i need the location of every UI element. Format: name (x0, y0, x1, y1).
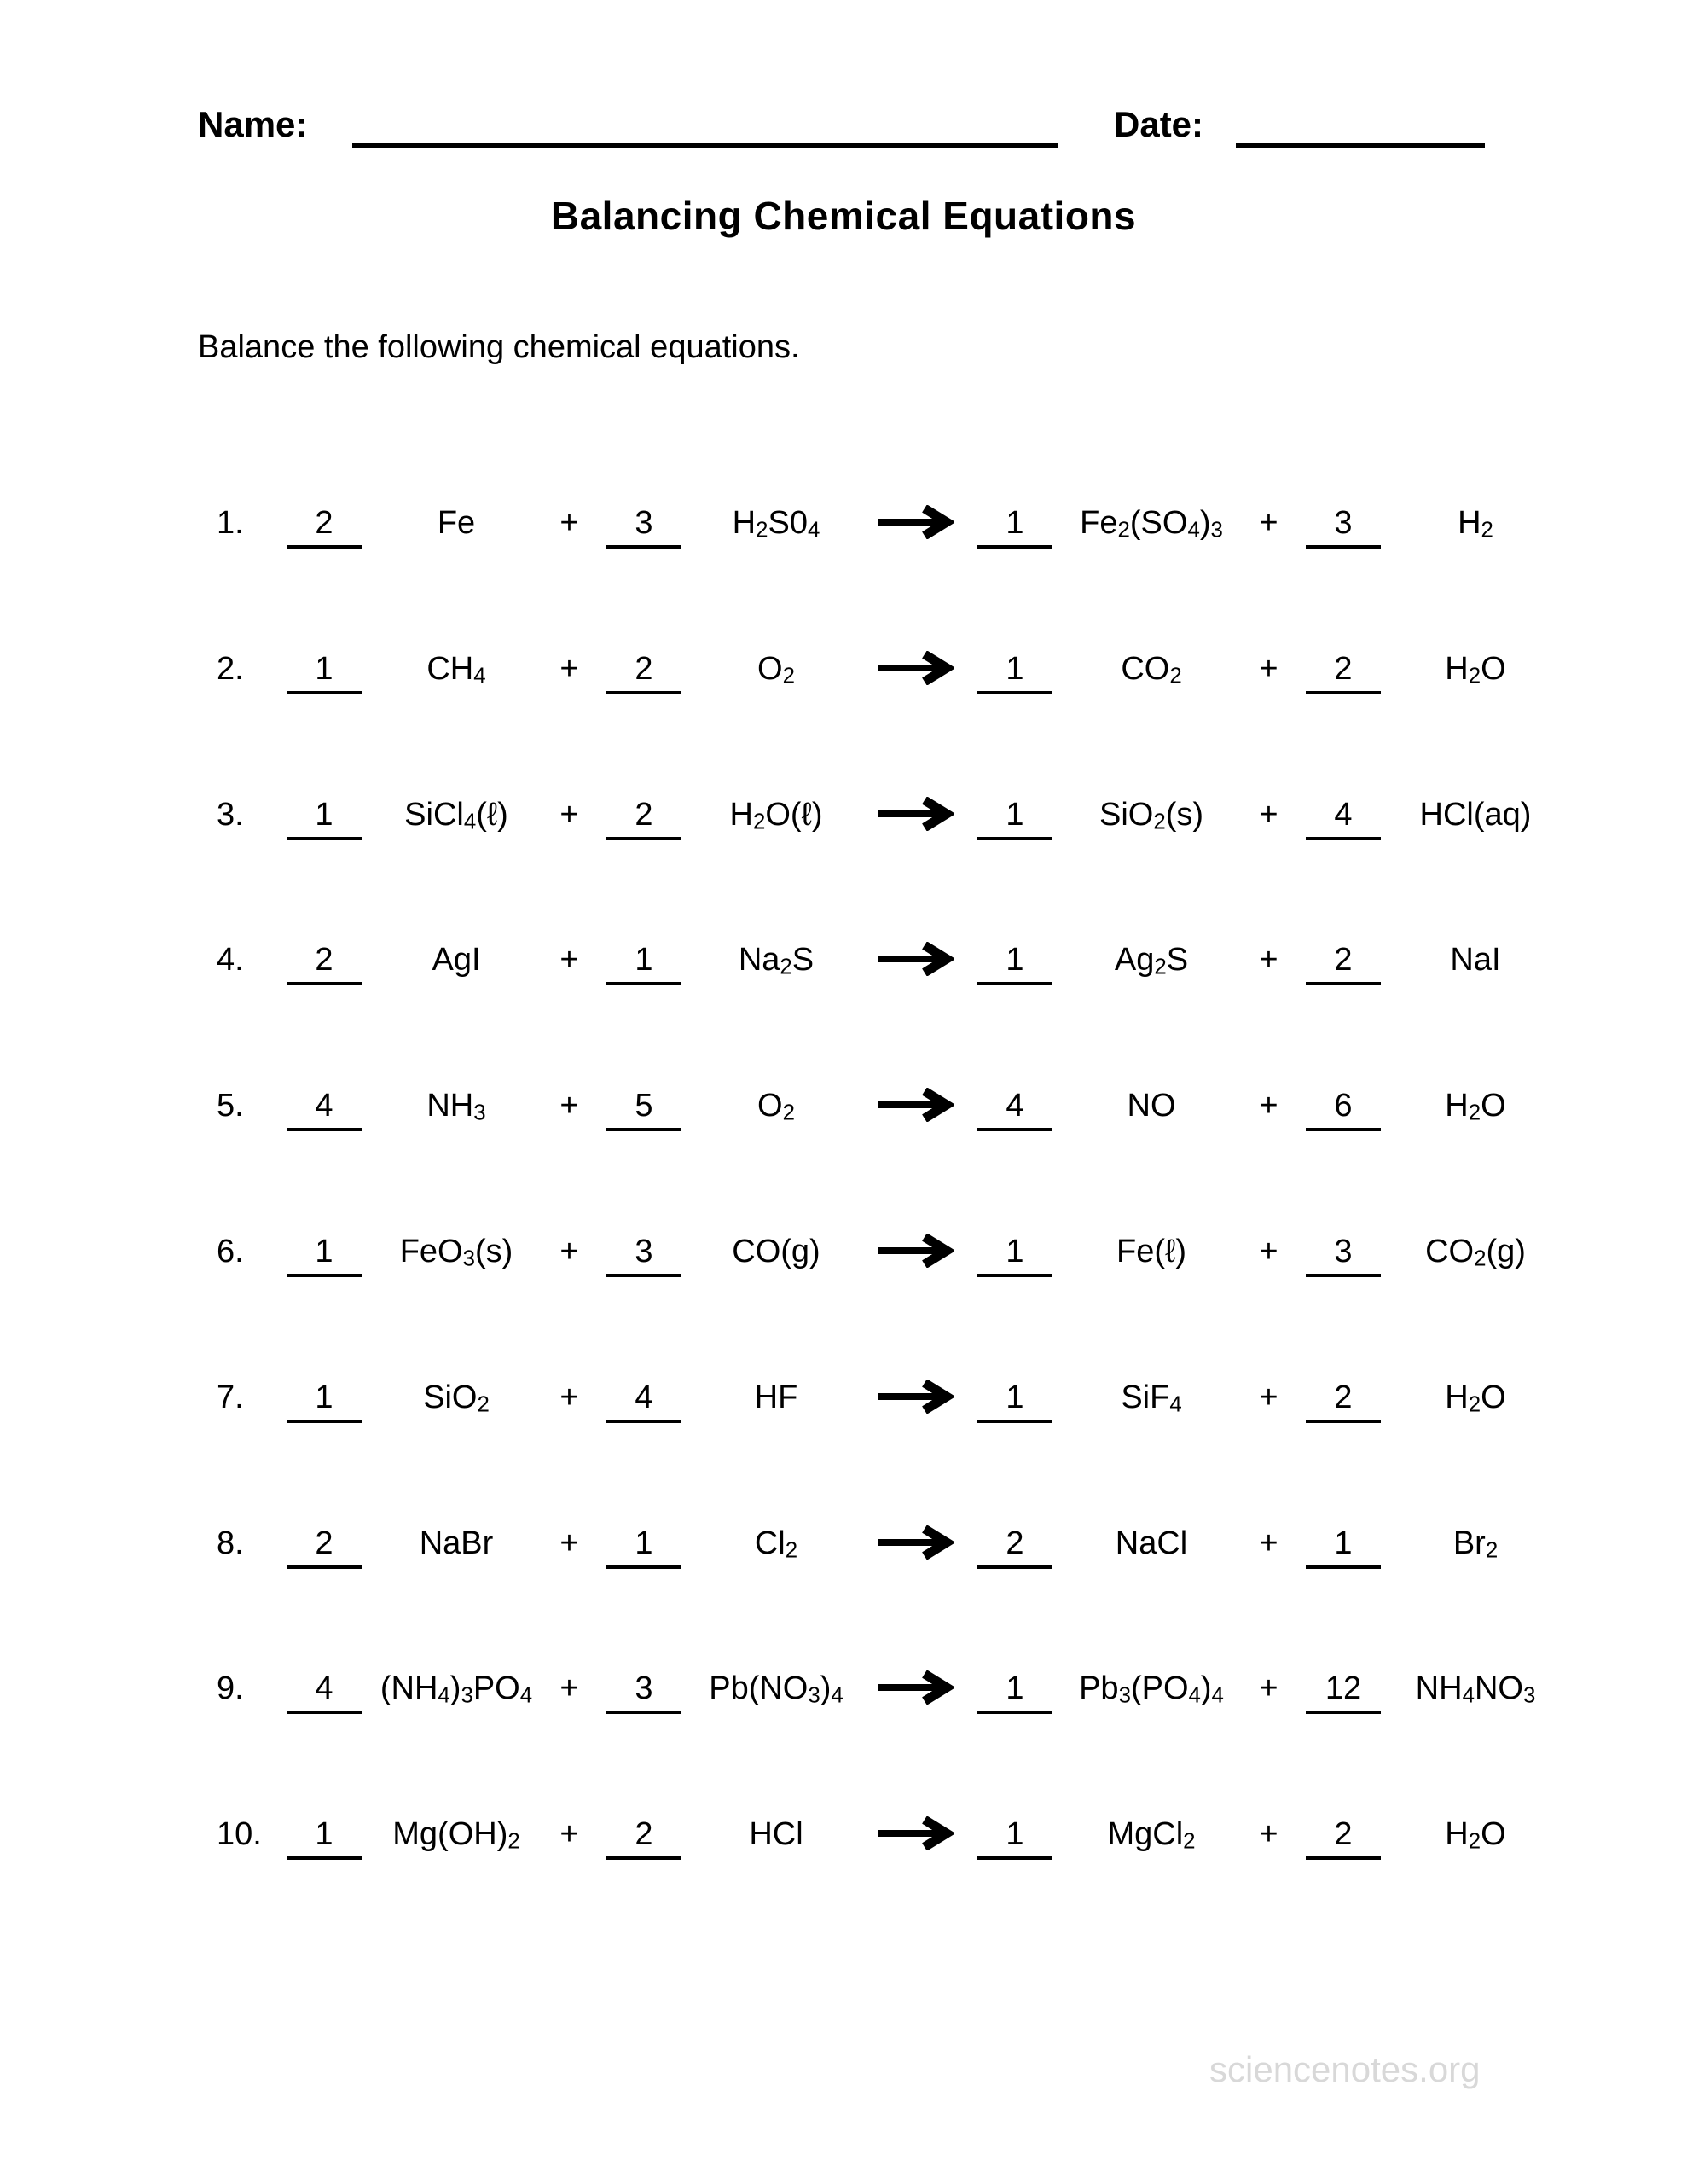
coefficient-answer: 1 (287, 651, 362, 694)
plus-sign: + (559, 650, 579, 687)
coefficient-answer: 1 (977, 1380, 1052, 1423)
right-arrow-icon (877, 1088, 954, 1122)
coefficient-answer: 3 (606, 1670, 681, 1714)
yields-arrow-cell (861, 1816, 968, 1853)
coefficient-blank-cell (277, 1088, 371, 1131)
plus-sign: + (559, 1379, 579, 1415)
coefficient-blank-cell (277, 797, 371, 840)
coefficient-blank-cell (968, 797, 1062, 840)
reactant-formula-1: AgI (432, 942, 481, 979)
reactant-formula-2: $H_2S0_4$ (732, 505, 820, 543)
coefficient-answer: 2 (1306, 1380, 1381, 1423)
product-formula-1: SiO$_2$(s) (1099, 796, 1204, 834)
right-arrow-icon (877, 505, 954, 539)
plus-sign: + (559, 942, 579, 979)
product-formula-1: SiF$_4$ (1121, 1379, 1182, 1417)
coefficient-answer: 3 (1306, 505, 1381, 549)
coefficient-answer: 2 (606, 1816, 681, 1860)
equation-number: 10. (217, 1816, 262, 1853)
yields-arrow-cell (861, 1088, 968, 1124)
right-arrow-icon (877, 1525, 954, 1560)
coefficient-blank-cell (1296, 1816, 1390, 1860)
product-formula-2: $H_2O$ (1445, 1379, 1506, 1417)
name-blank-line (352, 143, 1058, 148)
plus-sign: + (559, 1525, 579, 1561)
reactant-formula-1: SiCl$_4$(ℓ) (404, 796, 508, 834)
plus-sign: + (1259, 1379, 1278, 1415)
yields-arrow-cell (861, 1234, 968, 1270)
product-formula-2: $CO_2(g)$ (1425, 1233, 1526, 1271)
yields-arrow-cell (861, 651, 968, 688)
equation-row (213, 1816, 1561, 1962)
coefficient-blank-cell (1296, 505, 1390, 549)
coefficient-answer: 1 (977, 505, 1052, 549)
coefficient-blank-cell (968, 1234, 1062, 1277)
reactant-formula-2: $O_2$ (757, 650, 795, 688)
coefficient-answer: 1 (977, 1234, 1052, 1277)
coefficient-answer: 1 (287, 797, 362, 840)
coefficient-answer: 1 (287, 1234, 362, 1277)
coefficient-blank-cell (597, 1670, 691, 1714)
coefficient-answer: 3 (606, 1234, 681, 1277)
reactant-formula-1: FeO$_3$(s) (399, 1233, 513, 1271)
coefficient-blank-cell (968, 942, 1062, 985)
product-formula-2: $H_2$ (1458, 505, 1493, 543)
coefficient-answer: 12 (1306, 1670, 1381, 1714)
equation-number: 3. (217, 796, 244, 833)
equation-row (213, 1234, 1561, 1380)
right-arrow-icon (877, 1234, 954, 1268)
reactant-formula-2: HCl (749, 1816, 803, 1853)
date-blank-line (1236, 143, 1485, 148)
plus-sign: + (559, 1816, 579, 1853)
product-formula-1: NaCl (1115, 1525, 1188, 1561)
product-formula-2: HCl(aq) (1419, 796, 1532, 833)
equation-row (213, 651, 1561, 797)
product-formula-1: NO (1127, 1088, 1176, 1124)
equation-number: 5. (217, 1088, 244, 1124)
plus-sign: + (1259, 942, 1278, 979)
right-arrow-icon (877, 1816, 954, 1850)
reactant-formula-1: $Mg(OH)_2$ (392, 1816, 520, 1854)
equations-list (213, 505, 1561, 1962)
coefficient-blank-cell (968, 505, 1062, 549)
coefficient-answer: 2 (1306, 651, 1381, 694)
product-formula-1: $Pb_3(PO_4)_4$ (1079, 1670, 1224, 1708)
coefficient-answer: 4 (1306, 797, 1381, 840)
product-formula-2: NaI (1450, 942, 1501, 979)
coefficient-answer: 3 (1306, 1234, 1381, 1277)
coefficient-answer: 6 (1306, 1088, 1381, 1131)
coefficient-answer: 4 (287, 1670, 362, 1714)
coefficient-answer: 5 (606, 1088, 681, 1131)
right-arrow-icon (877, 942, 954, 976)
coefficient-blank-cell (597, 505, 691, 549)
reactant-formula-1: Fe (437, 505, 476, 541)
equation-row (213, 797, 1561, 943)
coefficient-blank-cell (597, 1525, 691, 1569)
product-formula-2: $H_2O$ (1445, 1816, 1506, 1854)
plus-sign: + (1259, 650, 1278, 687)
coefficient-blank-cell (277, 942, 371, 985)
yields-arrow-cell (861, 797, 968, 834)
coefficient-answer: 4 (287, 1088, 362, 1131)
plus-sign: + (559, 505, 579, 541)
plus-sign: + (1259, 1525, 1278, 1561)
coefficient-blank-cell (597, 942, 691, 985)
coefficient-blank-cell (597, 1816, 691, 1860)
date-label: Date: (1114, 104, 1204, 144)
coefficient-blank-cell (968, 1670, 1062, 1714)
product-formula-1: $Fe_2(SO_4)_3$ (1080, 505, 1223, 543)
reactant-formula-2: $O_2$ (757, 1088, 795, 1125)
reactant-formula-2: $Cl_2$ (754, 1525, 798, 1563)
product-formula-1: Fe(ℓ) (1116, 1233, 1186, 1269)
coefficient-blank-cell (968, 1816, 1062, 1860)
coefficient-blank-cell (1296, 1670, 1390, 1714)
equation-row (213, 505, 1561, 651)
coefficient-answer: 1 (287, 1380, 362, 1423)
coefficient-blank-cell (597, 1088, 691, 1131)
equation-row (213, 1670, 1561, 1816)
coefficient-answer: 1 (287, 1816, 362, 1860)
equation-row (213, 1525, 1561, 1671)
coefficient-answer: 2 (606, 797, 681, 840)
coefficient-answer: 2 (977, 1525, 1052, 1569)
coefficient-answer: 1 (977, 651, 1052, 694)
coefficient-answer: 4 (606, 1380, 681, 1423)
yields-arrow-cell (861, 1380, 968, 1416)
coefficient-answer: 2 (287, 942, 362, 985)
coefficient-answer: 4 (977, 1088, 1052, 1131)
coefficient-blank-cell (277, 1525, 371, 1569)
plus-sign: + (1259, 1233, 1278, 1269)
reactant-formula-2: HF (754, 1379, 798, 1415)
yields-arrow-cell (861, 1525, 968, 1562)
coefficient-answer: 1 (606, 942, 681, 985)
coefficient-answer: 1 (977, 1816, 1052, 1860)
coefficient-blank-cell (968, 1088, 1062, 1131)
product-formula-2: $H_2O$ (1445, 650, 1506, 688)
plus-sign: + (1259, 1088, 1278, 1124)
reactant-formula-1: NaBr (419, 1525, 494, 1561)
coefficient-blank-cell (597, 1380, 691, 1423)
right-arrow-icon (877, 651, 954, 685)
coefficient-answer: 1 (1306, 1525, 1381, 1569)
reactant-formula-1: $CH_4$ (426, 650, 486, 688)
plus-sign: + (1259, 505, 1278, 541)
plus-sign: + (559, 1233, 579, 1269)
reactant-formula-1: $NH_3$ (426, 1088, 486, 1125)
plus-sign: + (1259, 1816, 1278, 1853)
coefficient-blank-cell (1296, 1088, 1390, 1131)
equation-number: 2. (217, 650, 244, 687)
footer-watermark: sciencenotes.org (1209, 2049, 1481, 2089)
coefficient-answer: 1 (606, 1525, 681, 1569)
coefficient-blank-cell (597, 1234, 691, 1277)
equation-number: 6. (217, 1233, 244, 1269)
coefficient-blank-cell (277, 1670, 371, 1714)
coefficient-answer: 2 (606, 651, 681, 694)
name-label: Name: (198, 104, 308, 144)
reactant-formula-1: $(NH_4)_3PO_4$ (380, 1670, 533, 1708)
coefficient-blank-cell (968, 651, 1062, 694)
coefficient-answer: 2 (1306, 942, 1381, 985)
equation-number: 8. (217, 1525, 244, 1561)
coefficient-blank-cell (1296, 1525, 1390, 1569)
coefficient-blank-cell (1296, 1380, 1390, 1423)
reactant-formula-2: $Na_2S$ (738, 942, 815, 980)
reactant-formula-2: $H_2O(\ell)$ (729, 796, 823, 834)
coefficient-answer: 1 (977, 942, 1052, 985)
product-formula-1: $Ag_2S$ (1114, 942, 1189, 980)
coefficient-blank-cell (968, 1525, 1062, 1569)
coefficient-blank-cell (1296, 942, 1390, 985)
product-formula-2: $H_2O$ (1445, 1088, 1506, 1125)
page-title: Balancing Chemical Equations (550, 194, 1137, 238)
right-arrow-icon (877, 1670, 954, 1705)
right-arrow-icon (877, 797, 954, 831)
reactant-formula-1: SiO$_2$ (423, 1379, 490, 1417)
plus-sign: + (559, 1088, 579, 1124)
coefficient-blank-cell (277, 505, 371, 549)
instruction-text: Balance the following chemical equations. (198, 329, 800, 365)
coefficient-blank-cell (277, 651, 371, 694)
coefficient-blank-cell (597, 651, 691, 694)
plus-sign: + (559, 796, 579, 833)
coefficient-blank-cell (277, 1816, 371, 1860)
product-formula-1: MgCl$_2$ (1107, 1816, 1196, 1854)
coefficient-blank-cell (597, 797, 691, 840)
coefficient-blank-cell (277, 1234, 371, 1277)
equation-number: 9. (217, 1670, 244, 1707)
coefficient-answer: 1 (977, 1670, 1052, 1714)
right-arrow-icon (877, 1380, 954, 1414)
yields-arrow-cell (861, 942, 968, 979)
coefficient-answer: 1 (977, 797, 1052, 840)
plus-sign: + (1259, 796, 1278, 833)
product-formula-2: $NH_4NO_3$ (1415, 1670, 1536, 1708)
coefficient-blank-cell (968, 1380, 1062, 1423)
coefficient-blank-cell (1296, 797, 1390, 840)
coefficient-blank-cell (1296, 651, 1390, 694)
plus-sign: + (559, 1670, 579, 1707)
equation-number: 1. (217, 505, 244, 541)
yields-arrow-cell (861, 505, 968, 542)
yields-arrow-cell (861, 1670, 968, 1707)
equation-number: 4. (217, 942, 244, 979)
equation-row (213, 942, 1561, 1088)
coefficient-blank-cell (277, 1380, 371, 1423)
coefficient-answer: 3 (606, 505, 681, 549)
coefficient-blank-cell (1296, 1234, 1390, 1277)
equation-row (213, 1088, 1561, 1234)
equation-number: 7. (217, 1379, 244, 1415)
coefficient-answer: 2 (287, 505, 362, 549)
reactant-formula-2: CO(g) (732, 1233, 820, 1269)
product-formula-2: $Br_2$ (1452, 1525, 1499, 1563)
coefficient-answer: 2 (1306, 1816, 1381, 1860)
coefficient-answer: 2 (287, 1525, 362, 1569)
reactant-formula-2: $Pb(NO_3)_4$ (709, 1670, 844, 1708)
plus-sign: + (1259, 1670, 1278, 1707)
product-formula-1: $CO_2$ (1121, 650, 1182, 688)
equation-row (213, 1380, 1561, 1525)
